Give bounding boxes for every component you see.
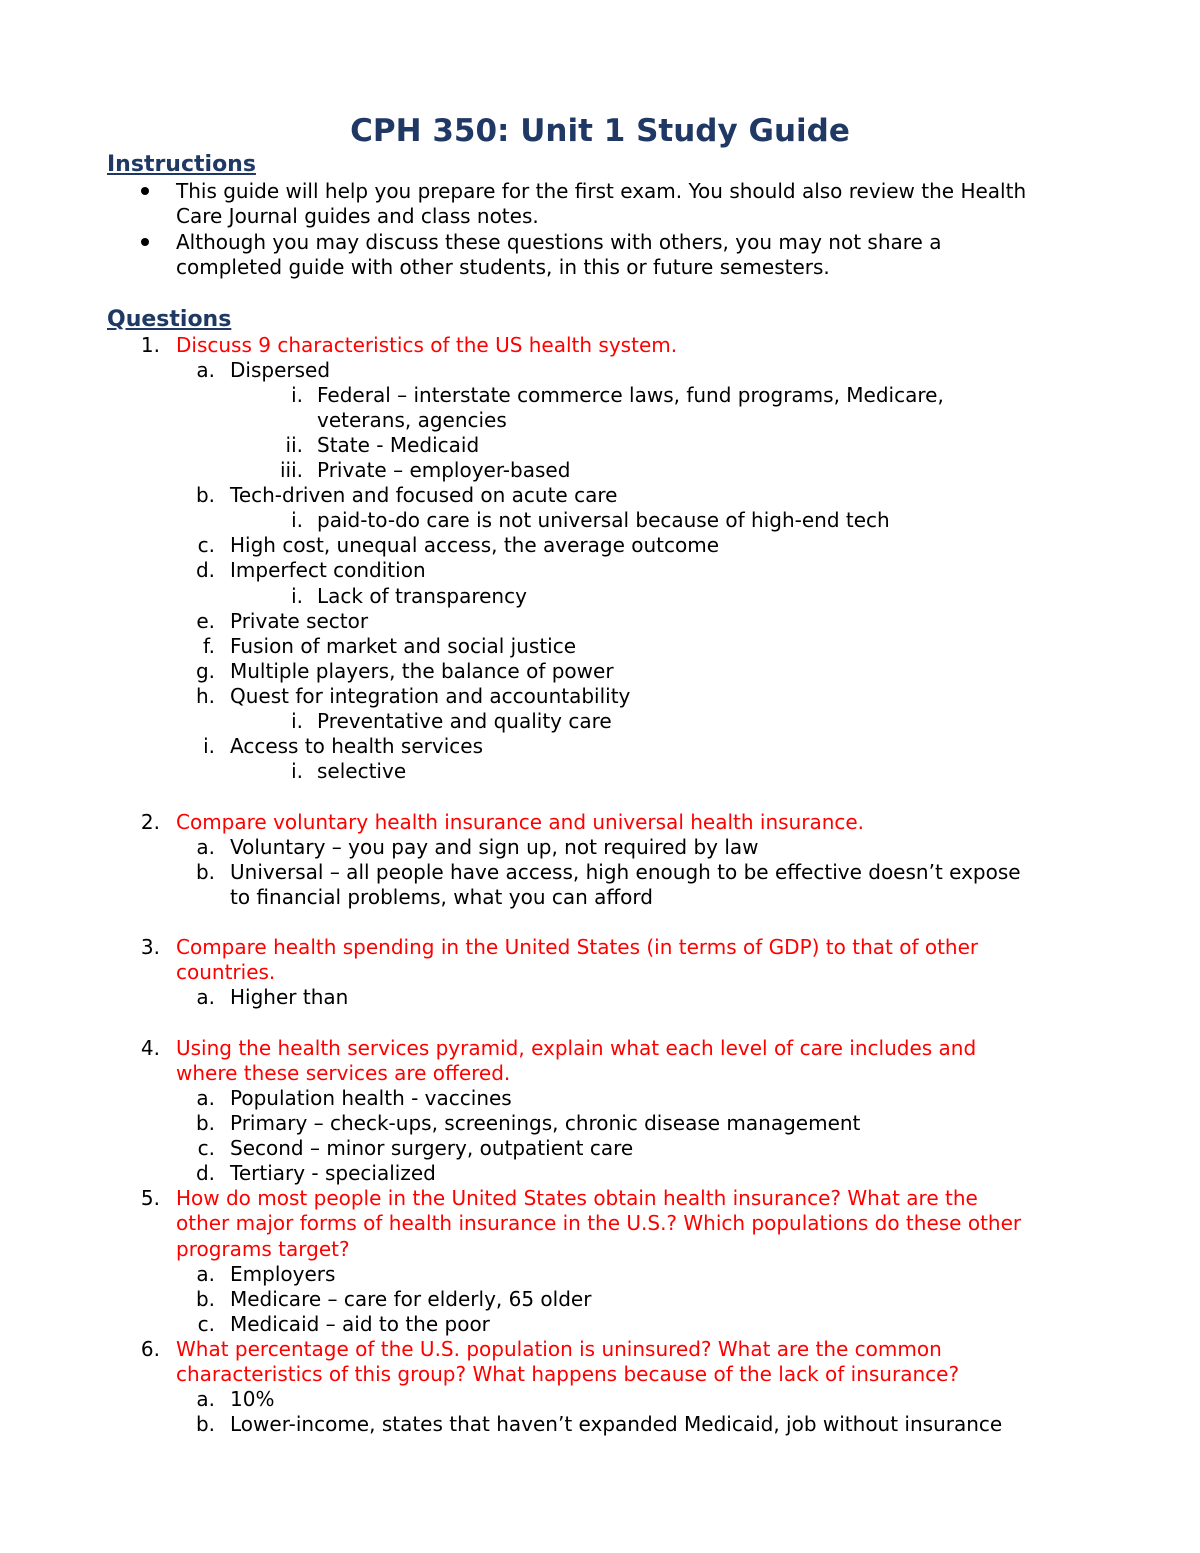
item-label: a. <box>196 985 215 1009</box>
item-label: c. <box>197 533 215 557</box>
subitem-text: State - Medicaid <box>317 433 480 457</box>
question-5-text: How do most people in the United States obtain health insurance? What are the <box>176 1186 978 1210</box>
item-label: d. <box>195 1161 215 1185</box>
item-label: c. <box>197 1312 215 1336</box>
question-2-text: Compare voluntary health insurance and universal health insurance. <box>176 810 865 834</box>
instruction-1-line-2: Care Journal guides and class notes. <box>176 204 539 228</box>
instruction-1-line-1: This guide will help you prepare for the first exam. You should also review the Health <box>176 179 1027 203</box>
question-5-text: programs target? <box>176 1237 350 1261</box>
item-label: b. <box>195 1412 215 1436</box>
answer-text: Population health - vaccines <box>230 1086 512 1110</box>
answer-text: Voluntary – you pay and sign up, not required by law <box>230 835 759 859</box>
item-label: a. <box>196 1086 215 1110</box>
question-number: 6. <box>140 1337 160 1361</box>
question-4-text: Using the health services pyramid, explain what each level of care includes and <box>176 1036 977 1060</box>
subitem-text: Lack of transparency <box>317 584 527 608</box>
instruction-2-line-2: completed guide with other students, in this or future semesters. <box>176 255 830 279</box>
answer-text: Lower-income, states that haven’t expanded Medicaid, job without insurance <box>230 1412 1003 1436</box>
item-label: b. <box>195 1111 215 1135</box>
subitem-label: iii. <box>279 458 303 482</box>
question-4-text: where these services are offered. <box>176 1061 511 1085</box>
question-5-text: other major forms of health insurance in the U.S.? Which populations do these other <box>176 1211 1022 1235</box>
answer-text: Tertiary - specialized <box>230 1161 436 1185</box>
question-1-text: Discuss 9 characteristics of the US health system. <box>176 333 678 357</box>
item-label: b. <box>195 483 215 507</box>
answer-text: Employers <box>230 1262 336 1286</box>
item-label: b. <box>195 1287 215 1311</box>
answer-text: Private sector <box>230 609 369 633</box>
subitem-label: i. <box>291 709 303 733</box>
subitem-text: Preventative and quality care <box>317 709 612 733</box>
subitem-label: i. <box>291 383 303 407</box>
answer-text: Dispersed <box>230 358 331 382</box>
question-3-text: Compare health spending in the United States (in terms of GDP) to that of other <box>176 935 979 959</box>
answer-text: Quest for integration and accountability <box>230 684 631 708</box>
item-label: d. <box>195 558 215 582</box>
bullet-icon <box>141 238 149 246</box>
item-label: i. <box>203 734 215 758</box>
question-number: 1. <box>140 333 160 357</box>
question-number: 4. <box>140 1036 160 1060</box>
item-label: a. <box>196 835 215 859</box>
bullet-icon <box>141 187 149 195</box>
answer-text: 10% <box>230 1387 275 1411</box>
instructions-heading: Instructions <box>107 152 256 177</box>
question-6-text: What percentage of the U.S. population is uninsured? What are the common <box>176 1337 942 1361</box>
answer-text: High cost, unequal access, the average outcome <box>230 533 720 557</box>
answer-text: Access to health services <box>230 734 483 758</box>
item-label: g. <box>195 659 215 683</box>
subitem-label: ii. <box>285 433 303 457</box>
item-label: a. <box>196 358 215 382</box>
answer-text: Second – minor surgery, outpatient care <box>230 1136 634 1160</box>
question-3-text: countries. <box>176 960 276 984</box>
answer-text: Primary – check-ups, screenings, chronic disease management <box>230 1111 861 1135</box>
question-number: 3. <box>140 935 160 959</box>
item-label: c. <box>197 1136 215 1160</box>
instruction-2-line-1: Although you may discuss these questions with others, you may not share a <box>176 230 942 254</box>
question-6-text: characteristics of this group? What happens because of the lack of insurance? <box>176 1362 960 1386</box>
answer-text: Universal – all people have access, high enough to be effective doesn’t expose <box>230 860 1021 884</box>
item-label: h. <box>195 684 215 708</box>
subitem-text: Private – employer-based <box>317 458 571 482</box>
subitem-label: i. <box>291 584 303 608</box>
item-label: f. <box>203 634 215 658</box>
question-number: 5. <box>140 1186 160 1210</box>
subitem-label: i. <box>291 508 303 532</box>
answer-text: to financial problems, what you can afford <box>230 885 653 909</box>
subitem-label: i. <box>291 759 303 783</box>
answer-text: Fusion of market and social justice <box>230 634 577 658</box>
subitem-text: veterans, agencies <box>317 408 507 432</box>
subitem-text: Federal – interstate commerce laws, fund programs, Medicare, <box>317 383 944 407</box>
answer-text: Imperfect condition <box>230 558 426 582</box>
answer-text: Medicare – care for elderly, 65 older <box>230 1287 592 1311</box>
item-label: e. <box>196 609 215 633</box>
subitem-text: selective <box>317 759 407 783</box>
answer-text: Higher than <box>230 985 349 1009</box>
item-label: b. <box>195 860 215 884</box>
answer-text: Tech-driven and focused on acute care <box>230 483 618 507</box>
item-label: a. <box>196 1262 215 1286</box>
subitem-text: paid-to-do care is not universal because of high-end tech <box>317 508 890 532</box>
question-number: 2. <box>140 810 160 834</box>
answer-text: Medicaid – aid to the poor <box>230 1312 490 1336</box>
page-title: CPH 350: Unit 1 Study Guide <box>350 113 850 149</box>
questions-heading: Questions <box>107 307 232 332</box>
answer-text: Multiple players, the balance of power <box>230 659 614 683</box>
item-label: a. <box>196 1387 215 1411</box>
